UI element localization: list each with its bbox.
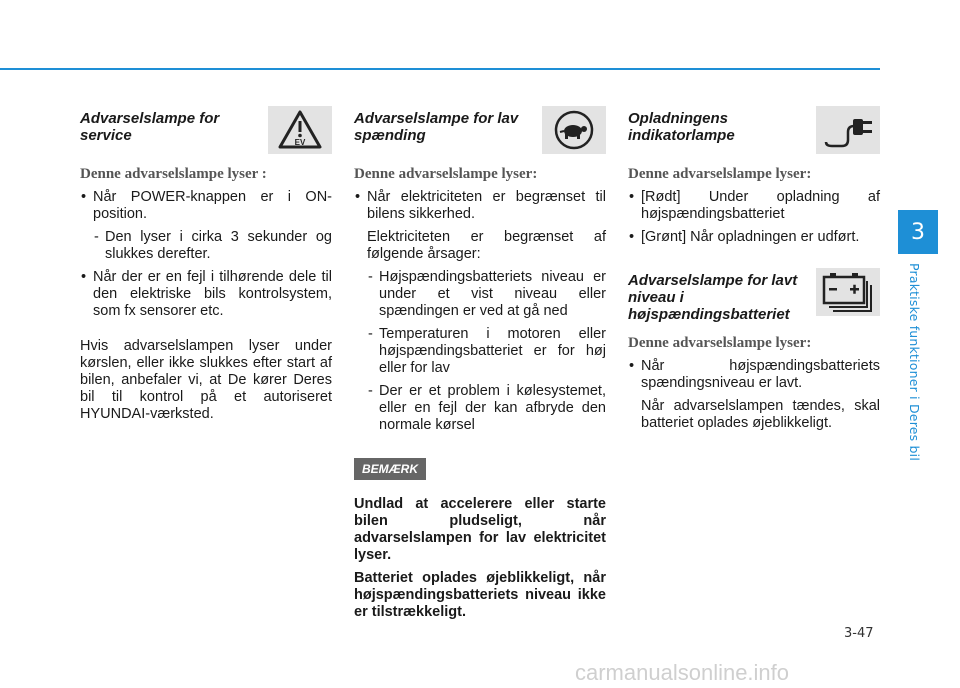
chapter-number: 3 [898, 210, 938, 254]
ev-service-warning-icon [268, 106, 332, 154]
page-number: 3-47 [844, 626, 874, 641]
column-charging [628, 106, 880, 438]
lead-text: Denne advarselslampe lyser : [80, 166, 267, 182]
bullet-item: • [Rødt] Under opladning af højspændingsbatteriet [628, 189, 880, 223]
bullet-item: • Når højspændingsbatteriets spændingsniveau er lavt. [628, 358, 880, 392]
note-badge: BEMÆRK [354, 458, 426, 480]
battery-section [628, 268, 880, 432]
note-text: Batteriet oplades øjeblikkeligt, når højspændingsbatteriets niveau ikke er tilstrækkeligt. [354, 570, 606, 620]
chapter-title: Praktiske funktioner i Deres bil [907, 263, 922, 462]
section-title: Advarselslampe for lavt niveau i højspændingsbatteriet [628, 272, 798, 323]
section-header [628, 268, 880, 323]
charging-plug-icon [816, 106, 880, 154]
bullet-item: • Når POWER-knappen er i ON-position. [80, 189, 332, 223]
dash-item: - Højspændingsbatteriets niveau er under et vist niveau eller spændingen er ved at gå ned [354, 269, 606, 320]
watermark: carmanualsonline.info [575, 660, 790, 685]
lead-text: Denne advarselslampe lyser: [628, 166, 812, 182]
column-low-voltage [354, 106, 606, 627]
section-title: Opladningens indikatorlampe [628, 110, 735, 144]
section-header [80, 106, 332, 154]
body-paragraph: Hvis advarselslampen lyser under kørslen, eller ikke slukkes efter start af bilen, anbefaler vi, at De kører Deres bil til kontrol på et autoriseret HYUNDAI-værksted. [80, 338, 332, 422]
sub-text: Når advarselslampen tændes, skal batteriet oplades øjeblikkeligt. [641, 398, 880, 431]
section-header [628, 106, 880, 154]
sub-text: Elektriciteten er begrænset af følgende årsager: [367, 229, 606, 262]
turtle-icon [542, 106, 606, 154]
section-header [354, 106, 606, 154]
bullet-item: • [Grønt] Når opladningen er udført. [628, 229, 880, 246]
dash-item: - Der er et problem i kølesystemet, eller en fejl der kan afbryde den normale kørsel [354, 383, 606, 434]
section-title: Advarselslampe for lav spænding [354, 110, 519, 144]
svg-text:EV: EV [294, 138, 306, 147]
section-title: Advarselslampe for service [80, 110, 220, 144]
header-rule [0, 68, 880, 70]
bullet-item: • Når elektriciteten er begrænset til bilens sikkerhed. [354, 189, 606, 223]
lead-text: Denne advarselslampe lyser: [628, 335, 812, 351]
note-text: Undlad at accelerere eller starte bilen pludseligt, når advarselslampen for lav elektricitet lyser. [354, 496, 606, 563]
dash-item: - Den lyser i cirka 3 sekunder og slukkes derefter. [80, 229, 332, 263]
dash-item: - Temperaturen i motoren eller højspændingsbatteriet er for høj eller for lav [354, 326, 606, 377]
bullet-item: • Når der er en fejl i tilhørende dele til den elektriske bils kontrolsystem, som fx sensorer etc. [80, 269, 332, 320]
column-service-warning [80, 106, 332, 423]
lead-text: Denne advarselslampe lyser: [354, 166, 538, 182]
battery-icon [816, 268, 880, 316]
